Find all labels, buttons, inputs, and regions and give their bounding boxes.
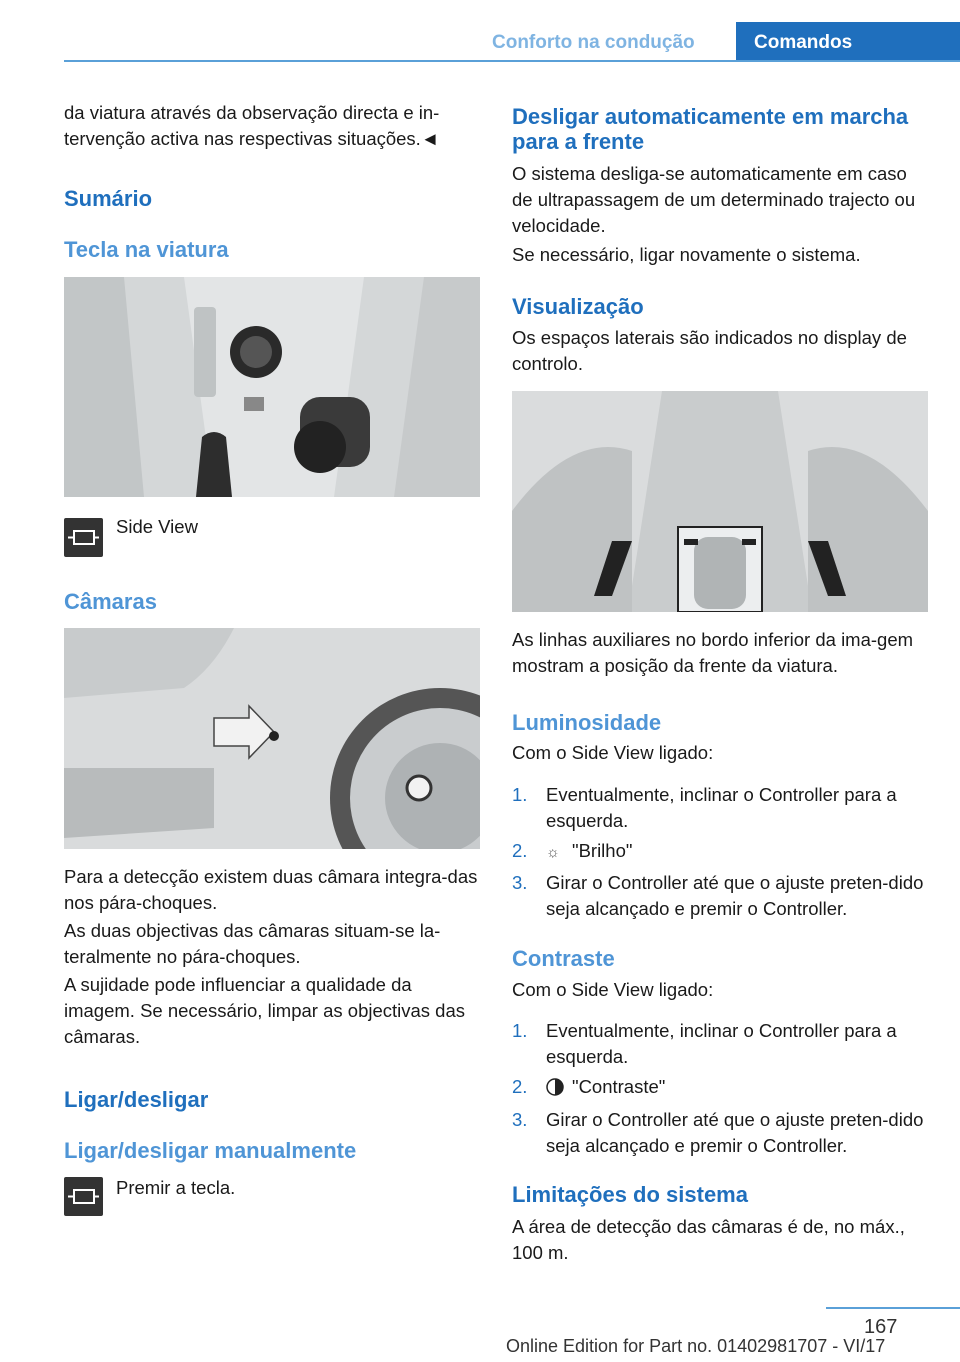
page-number: 167 [864,1316,898,1338]
camera-para-2: As duas objectivas das câmaras situam-se la-teralmente no pára-choques. [64,920,441,967]
edition-text: Online Edition for Part no. 01402981707 - VI/17 [506,1336,886,1356]
header-rule [64,60,960,62]
lum-step-3: 3. Girar o Controller até que o ajuste preten-dido seja alcançado e premir o Controller. [512,872,924,919]
side-view-key-icon-2 [64,1177,103,1216]
section-title: Conforto na condução [492,32,695,53]
camera-para-3: A sujidade pode influenciar a qualidade da imagem. Se necessário, limpar as objectivas das câmaras. [64,974,466,1047]
display-caption: As linhas auxiliares no bordo inferior da ima-gem mostram a posição da frente da viatura. [512,629,914,676]
side-view-label: Side View [116,516,198,537]
heading-ligar-manual: Ligar/desligar manualmente [64,1138,357,1163]
auto-para-2: Se necessário, ligar novamente o sistema. [512,244,861,265]
heading-tecla: Tecla na viatura [64,237,229,262]
brightness-icon: ☼ [546,844,560,861]
camera-photo [64,628,480,849]
auto-para-1: O sistema desliga-se automaticamente em caso de ultrapassagem de um determinado trajecto ou velocidade. [512,163,916,236]
heading-limitacoes: Limitações do sistema [512,1182,748,1207]
press-key-text: Premir a tecla. [116,1177,236,1198]
lum-steps [512,782,928,926]
con-step-1: 1. Eventualmente, inclinar o Controller para a esquerda. [512,1020,897,1067]
con-step-3: 3. Girar o Controller até que o ajuste preten-dido seja alcançado e premir o Controller. [512,1109,924,1156]
page-header [0,0,960,62]
camera-para-1: Para a detecção existem duas câmara integra-das nos pára-choques. [64,866,478,913]
lim-para: A área de detecção das câmaras é de, no máx., 100 m. [512,1216,905,1263]
con-steps [512,1018,928,1163]
lum-step-1: 1. Eventualmente, inclinar o Controller para a esquerda. [512,784,897,831]
con-intro: Com o Side View ligado: [512,979,714,1000]
vis-para: Os espaços laterais são indicados no display de controlo. [512,327,907,374]
intro-text: da viatura através da observação directa e in-tervenção activa nas respectivas situações.◄ [64,102,440,149]
heading-ligar: Ligar/desligar [64,1087,209,1112]
footer-rule [826,1307,960,1309]
side-view-key-icon [64,518,103,557]
con-step-2: 2. "Contraste" [512,1074,928,1103]
chapter-tab: Comandos [736,22,960,62]
display-illustration [512,391,928,612]
heading-contraste: Contraste [512,946,615,971]
heading-sumario: Sumário [64,186,153,211]
heading-visualizacao: Visualização [512,294,644,319]
lum-intro: Com o Side View ligado: [512,742,714,763]
contrast-icon [546,1077,572,1103]
console-photo [64,277,480,497]
heading-auto-off: Desligar automaticamente em marcha para a frente [512,104,909,154]
heading-camaras: Câmaras [64,589,157,614]
heading-luminosidade: Luminosidade [512,710,662,735]
lum-step-2: 2. ☼ "Brilho" [512,838,928,866]
